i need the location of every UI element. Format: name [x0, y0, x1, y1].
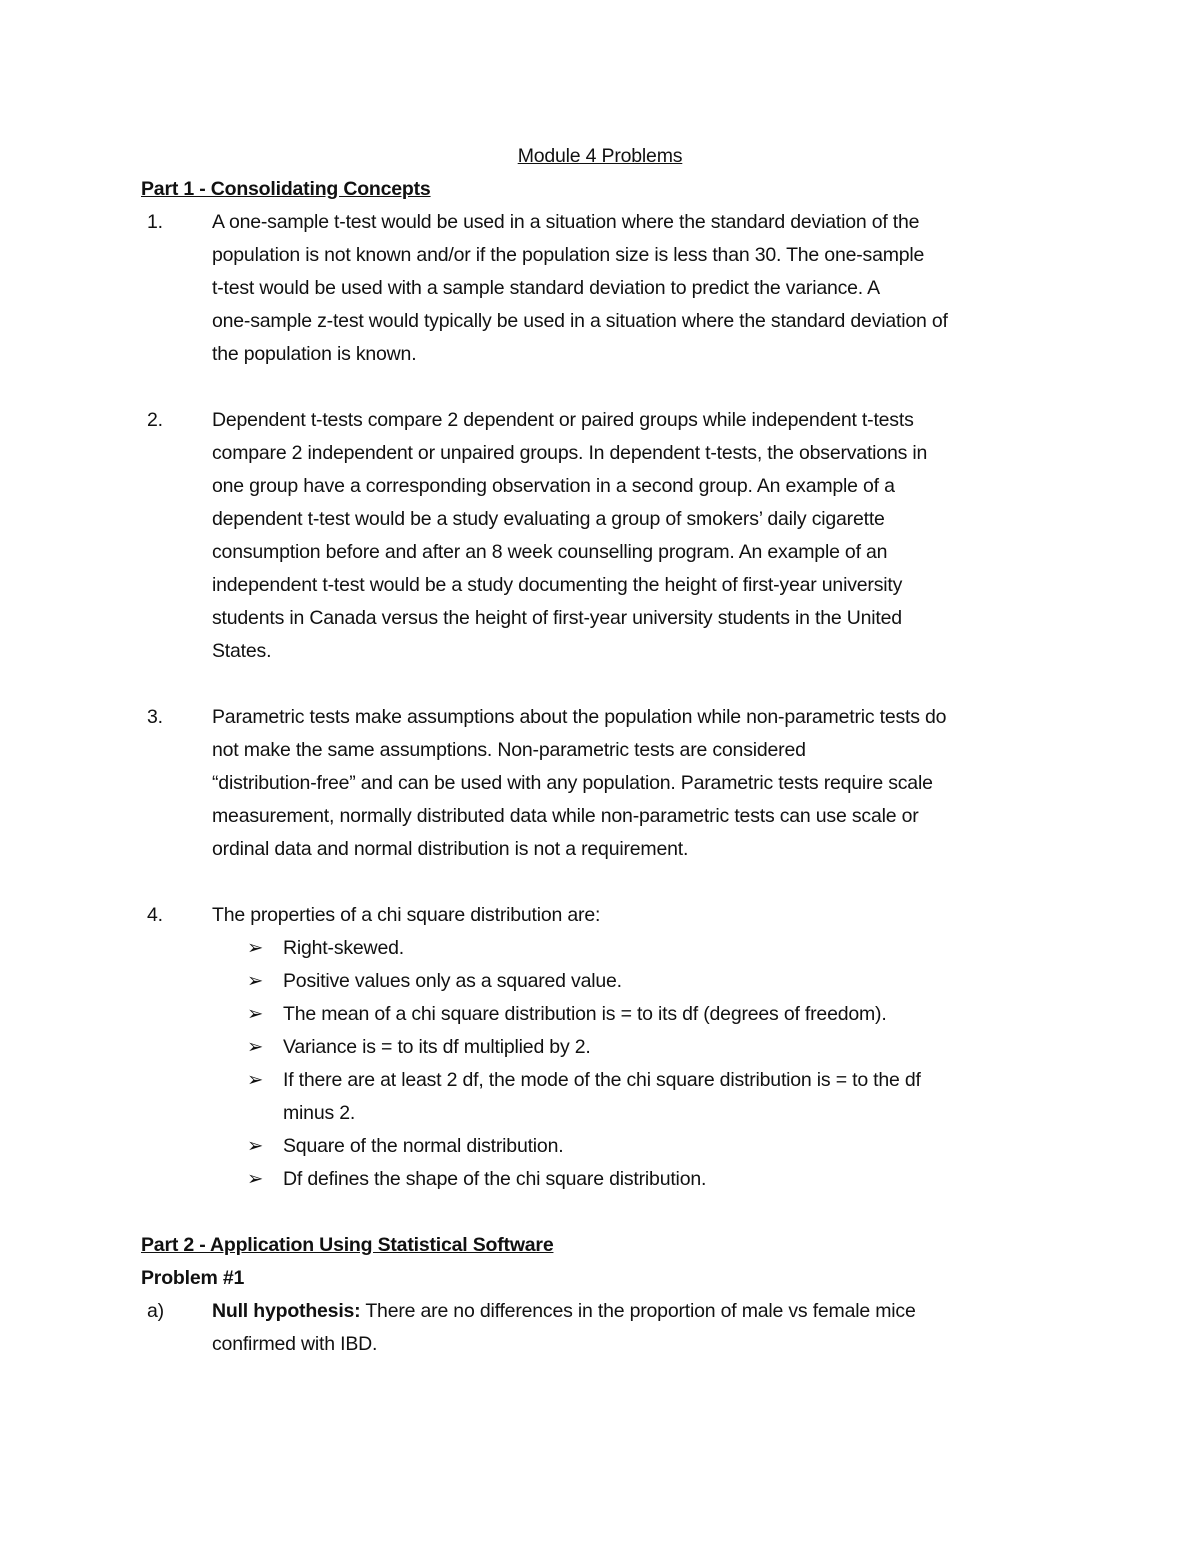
list-item-line [0, 239, 1200, 272]
arrow-bullet-icon: ➢ [247, 1069, 264, 1091]
problem-heading: Problem #1 [141, 1267, 245, 1289]
list-text: measurement, normally distributed data while non-parametric tests can use scale or [212, 805, 919, 827]
arrow-bullet-icon: ➢ [247, 1135, 264, 1157]
list-text: dependent t-test would be a study evaluating a group of smokers’ daily cigarette [212, 508, 885, 530]
list-text: compare 2 independent or unpaired groups. In dependent t-tests, the observations in [212, 442, 928, 464]
list-text: The properties of a chi square distribution are: [212, 904, 601, 926]
list-item-line [0, 404, 1200, 437]
list-item-line [0, 305, 1200, 338]
list-text: students in Canada versus the height of first-year university students in the United [212, 607, 902, 629]
list-item-a [0, 1295, 1200, 1328]
bullet-item [0, 1130, 1200, 1163]
null-hypothesis-text-cont: confirmed with IBD. [212, 1333, 378, 1355]
part1-heading: Part 1 - Consolidating Concepts [141, 178, 431, 200]
list-item-line [0, 833, 1200, 866]
list-item-line [0, 206, 1200, 239]
null-hypothesis-text: There are no differences in the proportion of male vs female mice [360, 1300, 916, 1322]
list-text: Dependent t-tests compare 2 dependent or paired groups while independent t-tests [212, 409, 914, 431]
list-text: ordinal data and normal distribution is not a requirement. [212, 838, 689, 860]
list-text: consumption before and after an 8 week counselling program. An example of an [212, 541, 888, 563]
list-number: 4. [147, 904, 163, 926]
list-text: Parametric tests make assumptions about the population while non-parametric tests do [212, 706, 947, 728]
list-item-line [0, 767, 1200, 800]
bullet-text: Variance is = to its df multiplied by 2. [283, 1036, 591, 1058]
list-item-line [0, 602, 1200, 635]
list-item-line [0, 569, 1200, 602]
list-number: 1. [147, 211, 163, 233]
list-text: one group have a corresponding observation in a second group. An example of a [212, 475, 895, 497]
list-item-line [0, 701, 1200, 734]
arrow-bullet-icon: ➢ [247, 1036, 264, 1058]
part1-list [0, 206, 1200, 932]
bullet-text: Square of the normal distribution. [283, 1135, 564, 1157]
null-hypothesis-label: Null hypothesis: [212, 1300, 361, 1322]
list-text: independent t-test would be a study documenting the height of first-year university [212, 574, 903, 596]
list-text: States. [212, 640, 272, 662]
chi-square-properties-list [0, 932, 1200, 1196]
bullet-text: Positive values only as a squared value. [283, 970, 622, 992]
list-item-line [0, 734, 1200, 767]
list-item-line [0, 338, 1200, 371]
bullet-item [0, 998, 1200, 1031]
bullet-item [0, 932, 1200, 965]
bullet-text: If there are at least 2 df, the mode of the chi square distribution is = to the df [283, 1069, 921, 1091]
list-text: not make the same assumptions. Non-parametric tests are considered [212, 739, 806, 761]
list-item-line [0, 503, 1200, 536]
bullet-text: Df defines the shape of the chi square distribution. [283, 1168, 707, 1190]
document-title: Module 4 Problems [517, 145, 683, 167]
list-number: 3. [147, 706, 163, 728]
list-item-line [0, 800, 1200, 833]
bullet-text-cont: minus 2. [283, 1102, 356, 1124]
item-label: a) [147, 1300, 164, 1322]
arrow-bullet-icon: ➢ [247, 1168, 264, 1190]
list-text: population is not known and/or if the population size is less than 30. The one-sample [212, 244, 925, 266]
bullet-item [0, 1064, 1200, 1097]
list-text: A one-sample t-test would be used in a situation where the standard deviation of the [212, 211, 920, 233]
list-text: t-test would be used with a sample standard deviation to predict the variance. A [212, 277, 880, 299]
bullet-text: Right-skewed. [283, 937, 404, 959]
part2-heading: Part 2 - Application Using Statistical Software [141, 1234, 554, 1256]
arrow-bullet-icon: ➢ [247, 970, 264, 992]
arrow-bullet-icon: ➢ [247, 937, 264, 959]
list-item-line [0, 536, 1200, 569]
bullet-text: The mean of a chi square distribution is = to its df (degrees of freedom). [283, 1003, 887, 1025]
bullet-item [0, 1031, 1200, 1064]
list-text: one-sample z-test would typically be used in a situation where the standard deviation of [212, 310, 948, 332]
list-text: “distribution-free” and can be used with any population. Parametric tests require scale [212, 772, 933, 794]
bullet-item [0, 965, 1200, 998]
list-item-line [0, 437, 1200, 470]
list-number: 2. [147, 409, 163, 431]
list-item-line [0, 272, 1200, 305]
list-item-line [0, 635, 1200, 668]
list-item-line [0, 899, 1200, 932]
list-text: the population is known. [212, 343, 417, 365]
bullet-item [0, 1163, 1200, 1196]
list-item-line [0, 470, 1200, 503]
arrow-bullet-icon: ➢ [247, 1003, 264, 1025]
